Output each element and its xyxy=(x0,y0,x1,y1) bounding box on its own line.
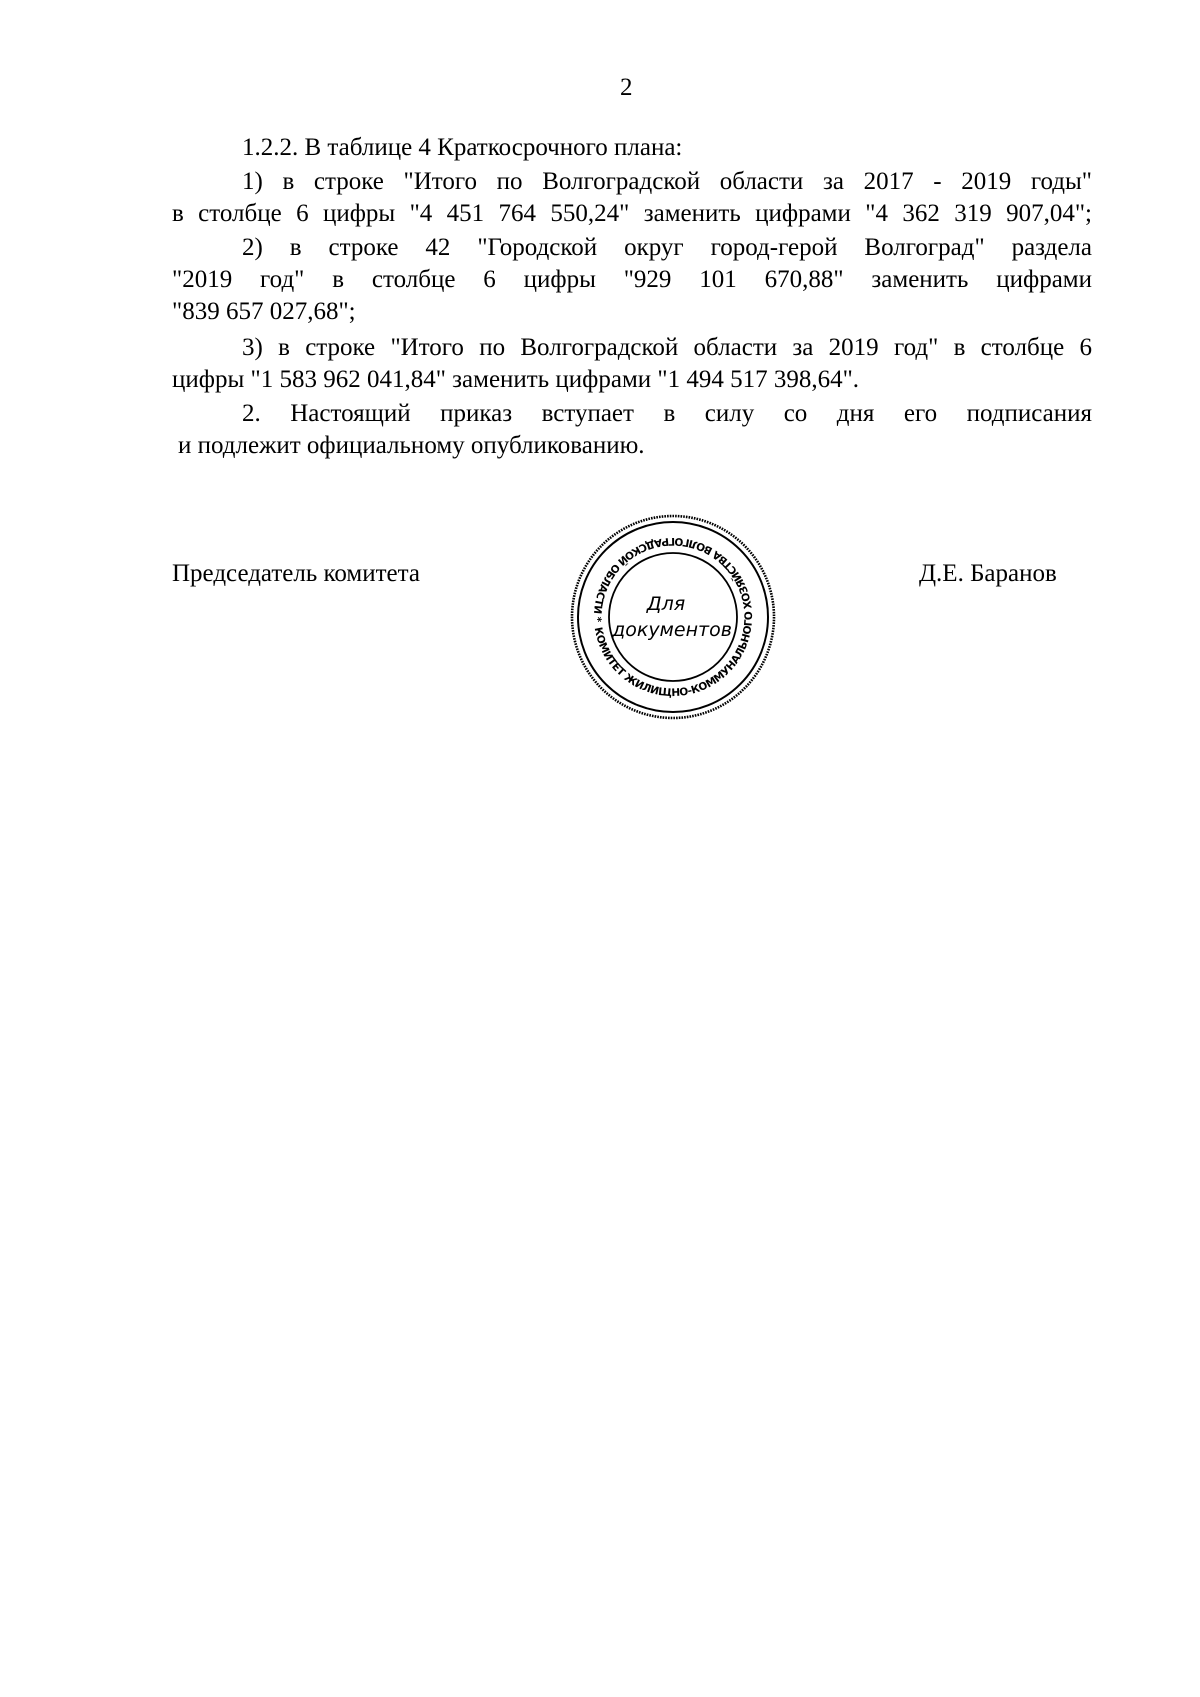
stamp-ring-text: КОМИТЕТ ЖИЛИЩНО-КОММУНАЛЬНОГО ХОЗЯЙСТВА ВОЛГОГРАДСКОЙ ОБЛАСТИ * xyxy=(590,534,756,700)
signature-position: Председатель комитета xyxy=(172,560,420,587)
item-1-line-1: 1) в строке "Итого по Волгоградской области за 2017 - 2019 годы" xyxy=(242,168,1092,195)
round-seal-stamp xyxy=(568,512,778,722)
svg-text:КОМИТЕТ ЖИЛИЩНО-КОММУНАЛЬНОГО xyxy=(591,535,755,699)
clause-2-line-1: 2. Настоящий приказ вступает в силу со дня его подписания xyxy=(242,400,1092,427)
signature-name: Д.Е. Баранов xyxy=(919,560,1057,587)
item-2-line-2: "2019 год" в столбце 6 цифры "929 101 670,88" заменить цифрами xyxy=(172,266,1092,293)
item-1-line-2: в столбце 6 цифры "4 451 764 550,24" заменить цифрами "4 362 319 907,04"; xyxy=(172,200,1092,227)
item-3-line-1: 3) в строке "Итого по Волгоградской области за 2019 год" в столбце 6 xyxy=(242,334,1092,361)
item-2-line-1: 2) в строке 42 "Городской округ город-герой Волгоград" раздела xyxy=(242,234,1092,261)
item-2-line-3: "839 657 027,68"; xyxy=(172,298,356,325)
clause-2-line-2: и подлежит официальному опубликованию. xyxy=(178,432,645,459)
page-number: 2 xyxy=(620,74,633,101)
paragraph-heading-line: 1.2.2. В таблице 4 Краткосрочного плана: xyxy=(242,134,683,161)
item-3-line-2: цифры "1 583 962 041,84" заменить цифрами "1 494 517 398,64". xyxy=(172,366,860,393)
stamp-inner-text-1: Для xyxy=(646,593,686,615)
stamp-inner-text-2: документов xyxy=(612,619,732,641)
